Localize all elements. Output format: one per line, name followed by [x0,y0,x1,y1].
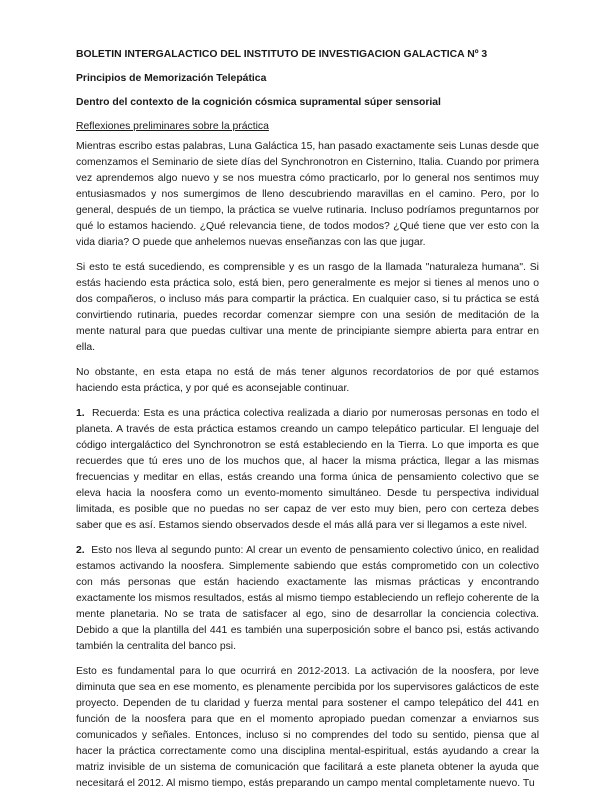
numbered-point-2 [76,543,539,655]
paragraph-text: Mientras escribo estas palabras, Luna Galáctica 15, han pasado exactamente seis Lunas desde que comenzamos el Seminario de siete días del Synchronotron en Cisternino, Italia. Cuando por primera vez aprendemos algo nuevo y se nos muestra cómo practicarlo, por lo general nos sentimos muy entusiasmados y nos sumergimos de lleno descubriendo maravillas en el camino. Pero, por lo general, después de un tiempo, la práctica se vuelve rutinaria. Incluso podríamos preguntarnos por qué lo estamos haciendo. ¿Qué relevancia tiene, de todos modos? ¿Qué tiene que ver esto con la vida diaria? O puede que anhelemos nuevas enseñanzas con las que jugar. [76,141,539,248]
paragraph-text: Recuerda: Esta es una práctica colectiva realizada a diario por numerosas personas en todo el planeta. A través de esta práctica estamos creando un campo telepático particular. El lenguaje del código intergaláctico del Synchronotron se está estableciendo en la Tierra. Lo que importa es que recuerdes que tú eres uno de los muchos que, al hacer la misma práctica, llegar a las mismas frecuencias y meditar en ellas, estás creando una forma única de pensamiento colectivo que se eleva hacia la noosfera como un evento-momento simultáneo. Desde tu perspectiva individual limitada, es posible que no puedas no ser capaz de ver esto muy bien, pero con certeza debes saber que es así. Estamos siendo observados desde el más allá para ver si llegamos a este nivel. [76,408,539,531]
section-title: Reflexiones preliminares sobre la práctica [76,121,269,132]
point-number: 1. [76,408,85,419]
paragraph-text: No obstante, en esta etapa no está de más tener algunos recordatorios de por qué estamos haciendo esta práctica, y por qué es aconsejable continuar. [76,367,539,394]
paragraph-text: Esto nos lleva al segundo punto: Al crear un evento de pensamiento colectivo único, en realidad estamos activando la noosfera. Simplemente sabiendo que estás comprometido con un colectivo con más personas que están haciendo exactamente las mismas prácticas y encontrando exactamente los mismos resultados, estás al mismo tiempo estableciendo un reflejo coherente de la mente planetaria. No se trata de satisfacer al ego, sino de desarrollar la conciencia colectiva. Debido a que la plantilla del 441 es también una superposición sobre el banco psi, estás activando también la centralita del banco psi. [76,545,539,652]
document-subtitle: Dentro del contexto de la cognición cósmica supramental súper sensorial [76,97,441,108]
paragraph-6 [76,664,539,792]
paragraph-text: Esto es fundamental para lo que ocurrirá en 2012-2013. La activación de la noosfera, por leve diminuta que sea en ese momento, es plenamente percibida por los supervisores galácticos de este proyecto. Dependen de tu claridad y fuerza mental para sostener el campo telepático del 441 en función de la noosfera para que en el momento apropiado puedan comenzar a enviarnos sus comunicados y señales. Entonces, incluso si no comprendes del todo su sentido, piensa que al hacer la práctica correctamente como una disciplina mental-espiritual, estás ayudando a crear la matriz invisible de un sistema de comunicación que facilitará a este planeta obtener la ayuda que necesitará el 2012. Al mismo tiempo, estás preparando un campo mental completamente nuevo. Tu [76,666,539,789]
numbered-point-1 [76,406,539,534]
paragraph-2 [76,260,539,356]
paragraph-1 [76,139,539,251]
document-subheading: Principios de Memorización Telepática [76,73,267,84]
point-number: 2. [76,545,85,556]
paragraph-3 [76,365,539,397]
document-page [76,47,539,801]
document-title: BOLETIN INTERGALACTICO DEL INSTITUTO DE INVESTIGACION GALACTICA Nº 3 [76,49,488,60]
paragraph-text: Si esto te está sucediendo, es comprensible y es un rasgo de la llamada "naturaleza humana". Si estás haciendo esta práctica solo, está bien, pero generalmente es mejor si tienes al menos uno o dos compañeros, o incluso más para compartir la práctica. En cualquier caso, si tu práctica se está convirtiendo rutinaria, puedes recordar comenzar siempre con una sesión de meditación de la mente natural para que puedas cultivar una mente de principiante siempre abierta para entrar en ella. [76,262,539,353]
